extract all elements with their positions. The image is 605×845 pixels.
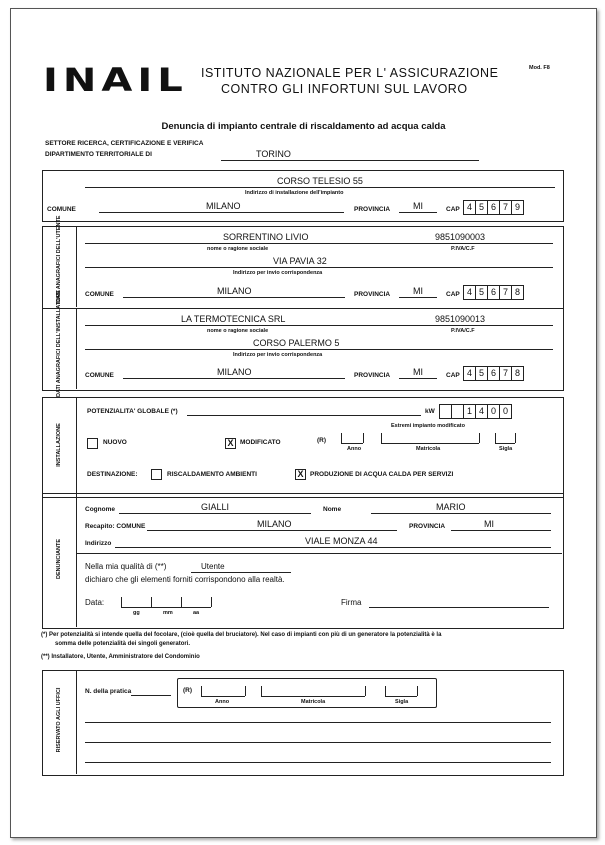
user-cap-field[interactable] [463, 285, 524, 300]
power-line [187, 415, 421, 416]
produzione-checkbox[interactable]: X [295, 469, 306, 480]
office-anno-tick-left [201, 686, 202, 696]
installation-provincia-label: PROVINCIA [354, 206, 391, 213]
installer-side-divider [76, 308, 77, 389]
plant-matricola-tick-right [479, 433, 480, 443]
cap-digit: 8 [511, 366, 524, 381]
intro-sector: SETTORE RICERCA, CERTIFICAZIONE E VERIFICA [45, 140, 204, 147]
installation-address-label: Indirizzo di installazione dell'impianto [245, 190, 344, 196]
recapito-provincia-line [451, 530, 551, 531]
user-address-label: Indirizzo per invio corrispondenza [233, 270, 323, 276]
plant-matricola-tick-left [381, 433, 382, 443]
cognome-label: Cognome [85, 506, 115, 513]
installer-provincia[interactable]: MI [413, 367, 423, 377]
office-matricola-line [261, 696, 365, 697]
recapito-label: Recapito: COMUNE [85, 523, 146, 530]
power-field[interactable] [439, 404, 512, 419]
cap-digit: 9 [511, 200, 524, 215]
cognome-line [119, 513, 311, 514]
modificato-checkbox[interactable]: X [225, 438, 236, 449]
institute-name-line1: ISTITUTO NAZIONALE PER L' ASSICURAZIONE [201, 66, 499, 80]
installer-comune-line [123, 378, 345, 379]
plant-sigla-line [495, 443, 515, 444]
installer-name-line [85, 325, 553, 326]
institute-name-line2: CONTRO GLI INFORTUNI SUL LAVORO [221, 82, 468, 96]
power-digit: 0 [499, 404, 512, 419]
user-provincia[interactable]: MI [413, 286, 423, 296]
office-r-label: (R) [183, 687, 193, 694]
date-gg-label: gg [133, 610, 140, 616]
destinazione-label: DESTINAZIONE: [87, 471, 138, 478]
cap-digit: 6 [487, 366, 499, 381]
pratica-label: N. della pratica [85, 688, 132, 695]
office-anno-line [201, 696, 245, 697]
date-aa-label: aa [193, 610, 200, 616]
office-anno-tick-right [245, 686, 246, 696]
installer-address-line [85, 349, 553, 350]
declaration-text: dichiaro che gli elementi forniti corrispondono alla realtà. [85, 575, 285, 584]
installer-cap-field[interactable] [463, 366, 524, 381]
recapito-comune-line [147, 530, 397, 531]
nome-value[interactable]: MARIO [436, 502, 466, 512]
user-name-line [85, 243, 553, 244]
installation-comune-line [99, 212, 344, 213]
installation-cap-field[interactable] [463, 200, 524, 215]
nome-label: Nome [323, 506, 342, 513]
office-line-1 [85, 722, 551, 723]
firma-label: Firma [341, 598, 362, 607]
plant-anno-tick-left [341, 433, 342, 443]
quality-label: Nella mia qualità di (**) [85, 562, 167, 571]
cap-digit: 6 [487, 200, 499, 215]
plant-anno-label: Anno [347, 446, 362, 452]
plant-sigla-label: Sigla [499, 446, 513, 452]
indirizzo-line [115, 547, 551, 548]
office-matricola-tick-left [261, 686, 262, 696]
user-comune[interactable]: MILANO [217, 286, 252, 296]
date-line [121, 607, 211, 608]
installation-provincia[interactable]: MI [413, 201, 423, 211]
office-side-label: RISERVATO AGLI UFFICI [56, 687, 62, 753]
user-piva-label: P.IVA/C.F [451, 246, 475, 252]
cap-digit: 4 [463, 366, 475, 381]
recapito-comune[interactable]: MILANO [257, 519, 292, 529]
user-name[interactable]: SORRENTINO LIVIO [223, 232, 309, 242]
cap-digit: 7 [499, 285, 511, 300]
cap-digit: 5 [475, 200, 487, 215]
installation-comune-label: COMUNE [47, 206, 76, 213]
indirizzo-value[interactable]: VIALE MONZA 44 [305, 536, 378, 546]
produzione-label: PRODUZIONE DI ACQUA CALDA PER SERVIZI [310, 471, 454, 478]
nuovo-checkbox[interactable] [87, 438, 98, 449]
date-mm-label: mm [163, 610, 173, 616]
user-cap-label: CAP [446, 291, 460, 298]
user-provincia-line [399, 297, 437, 298]
user-provincia-label: PROVINCIA [354, 291, 391, 298]
installer-name[interactable]: LA TERMOTECNICA SRL [181, 314, 286, 324]
office-line-2 [85, 742, 551, 743]
declarant-section-divider [76, 553, 562, 554]
firma-line[interactable] [369, 607, 549, 608]
installation-cap-label: CAP [446, 206, 460, 213]
intro-department: DIPARTIMENTO TERRITORIALE DI [45, 151, 152, 158]
office-sigla-label: Sigla [395, 699, 409, 705]
user-side-label: DATI ANAGRAFICI DELL'UTENTE [56, 215, 62, 303]
plant-r-label: (R) [317, 437, 327, 444]
model-code: Mod. F8 [529, 65, 550, 71]
power-unit: kW [425, 408, 435, 415]
user-side-divider [76, 226, 77, 307]
recapito-provincia[interactable]: MI [484, 519, 494, 529]
office-sigla-line [385, 696, 417, 697]
plant-side-divider [76, 397, 77, 496]
user-comune-label: COMUNE [85, 291, 114, 298]
declarant-side-divider [76, 493, 77, 627]
riscaldamento-checkbox[interactable] [151, 469, 162, 480]
cap-digit: 7 [499, 200, 511, 215]
installer-piva-label: P.IVA/C.F [451, 328, 475, 334]
form-page [10, 8, 597, 838]
department-line [221, 160, 479, 161]
plant-sigla-tick-right [515, 433, 516, 443]
date-tick-4 [211, 597, 212, 607]
cap-digit: 7 [499, 366, 511, 381]
modified-plant-label: Estremi impianto modificato [391, 423, 465, 429]
office-line-3 [85, 762, 551, 763]
installer-provincia-line [399, 378, 437, 379]
installation-comune[interactable]: MILANO [206, 201, 241, 211]
user-piva[interactable]: 9851090003 [435, 232, 486, 242]
nuovo-label: NUOVO [103, 439, 127, 446]
power-digit: 4 [475, 404, 487, 419]
installer-piva[interactable]: 9851090013 [435, 314, 486, 324]
installer-name-label: nome o ragione sociale [207, 328, 269, 334]
quality-value[interactable]: Utente [201, 562, 225, 571]
quality-line [191, 572, 291, 573]
power-digit: 0 [487, 404, 499, 419]
date-tick-1 [121, 597, 122, 607]
date-tick-2 [151, 597, 152, 607]
office-matricola-label: Matricola [301, 699, 326, 705]
user-name-label: nome o ragione sociale [207, 246, 269, 252]
note-potenzialita-line1: (*) Per potenzialità si intende quella del focolare, (cioè quella del bruciatore). Nel caso di impianti con più di un generatore la potenzialità è la [41, 632, 442, 638]
cap-digit: 4 [463, 200, 475, 215]
power-digit: 1 [463, 404, 475, 419]
date-tick-3 [181, 597, 182, 607]
plant-matricola-label: Matricola [416, 446, 441, 452]
cap-digit: 5 [475, 285, 487, 300]
department-city[interactable]: TORINO [256, 149, 291, 159]
installer-comune-label: COMUNE [85, 372, 114, 379]
cap-digit: 8 [511, 285, 524, 300]
cognome-value[interactable]: GIALLI [201, 502, 230, 512]
installer-address-label: Indirizzo per invio corrispondenza [233, 352, 323, 358]
office-side-divider [76, 670, 77, 774]
plant-matricola-line [381, 443, 479, 444]
installer-cap-label: CAP [446, 372, 460, 379]
note-potenzialita-line2: somma delle potenzialità dei singoli generatori. [55, 641, 191, 647]
plant-anno-tick-right [363, 433, 364, 443]
date-label: Data: [85, 598, 105, 607]
user-address[interactable]: VIA PAVIA 32 [273, 256, 327, 266]
indirizzo-label: Indirizzo [85, 540, 112, 547]
installer-side-label: DATI ANAGRAFICI DELL'INSTALLATORE [56, 289, 62, 397]
office-sigla-tick-right [417, 686, 418, 696]
cap-digit: 6 [487, 285, 499, 300]
user-comune-line [123, 297, 345, 298]
installation-address[interactable]: CORSO TELESIO 55 [277, 176, 363, 186]
power-label: POTENZIALITA' GLOBALE (*) [87, 408, 178, 415]
installation-provincia-line [399, 212, 437, 213]
inail-logo: INAIL [43, 61, 188, 99]
cap-digit: 5 [475, 366, 487, 381]
riscaldamento-label: RISCALDAMENTO AMBIENTI [167, 471, 257, 478]
plant-side-label: INSTALLAZIONE [56, 423, 62, 467]
installer-provincia-label: PROVINCIA [354, 372, 391, 379]
form-title: Denuncia di impianto centrale di riscaldamento ad acqua calda [161, 121, 446, 132]
cap-digit: 4 [463, 285, 475, 300]
installer-comune[interactable]: MILANO [217, 367, 252, 377]
power-digit [451, 404, 463, 419]
office-matricola-tick-right [365, 686, 366, 696]
installation-address-line [85, 187, 555, 188]
plant-anno-line [341, 443, 363, 444]
declarant-side-label: DENUNCIANTE [56, 538, 62, 580]
office-sigla-tick-left [385, 686, 386, 696]
note-qualita: (**) Installatore, Utente, Amministratore del Condominio [41, 654, 200, 660]
plant-sigla-tick-left [495, 433, 496, 443]
recapito-provincia-label: PROVINCIA [409, 523, 446, 530]
installer-address[interactable]: CORSO PALERMO 5 [253, 338, 340, 348]
user-address-line [85, 267, 553, 268]
nome-line [371, 513, 551, 514]
pratica-line [131, 695, 171, 696]
power-digit [439, 404, 451, 419]
office-anno-label: Anno [215, 699, 230, 705]
modificato-label: MODIFICATO [240, 439, 281, 446]
